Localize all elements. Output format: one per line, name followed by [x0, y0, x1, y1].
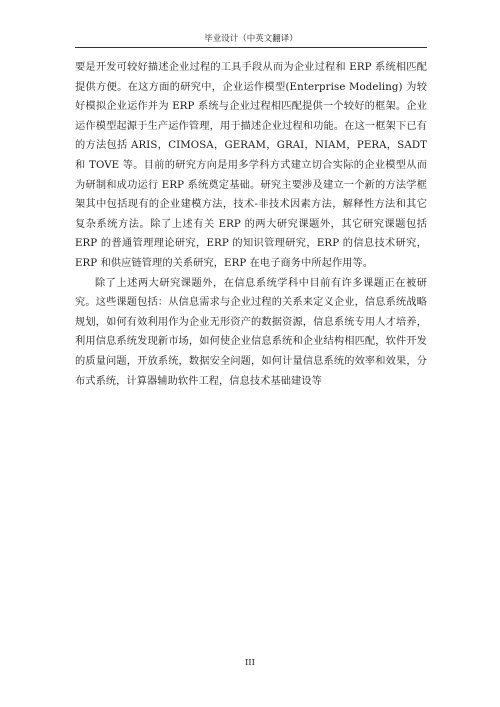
page-number: III	[244, 658, 256, 668]
page-header-title: 毕业设计（中英文翻译）	[204, 34, 298, 44]
paragraph-research-topics: 除了上述两大研究课题外，在信息系统学科中目前有许多课题正在被研究。这些课题包括：从信息需求与企业过程的关系来定义企业，信息系统战略规划，如何有效利用作为企业无形资产的数据资源，信息系统专用人才培养，利用信息系统发现新市场，如何使企业信息系统和企业结构相匹配，软件开发的质量问题，开放系统，数据安全问题，如何计量信息系统的效率和效果，分布式系统，计算器辅助软件工程，信息技术基础建设等	[75, 277, 427, 387]
document-body	[75, 58, 427, 391]
header-divider	[75, 47, 427, 48]
paragraph-continuation: 要是开发可较好描述企业过程的工具手段从而为企业过程和 ERP 系统相匹配提供方便。在这方面的研究中，企业运作模型(Enterprise Modeling) 为较好模拟企业运作并为 ERP 系统与企业过程相匹配提供一个较好的框架。企业运作模型起源于生产运作管理，用于描述企业过程和功能。在这一框架下已有的方法包括 ARIS，CIMOSA，GERAM，GRAI，NIAM，PERA，SADT 和 TOVE 等。目前的研究方向是用多学科方式建立切合实际的企业模型从而为研制和成功运行 ERP 系统奠定基础。研究主要涉及建立一个新的方法学框架其中包括现有的企业建模方法，技术-非技术因素方法，解释性方法和其它复杂系统方法。除了上述有关 ERP 的两大研究课题外，其它研究课题包括 ERP 的普通管理理论研究，ERP 的知识管理研究，ERP 的信息技术研究，ERP 和供应链管理的关系研究，ERP 在电子商务中所起作用等。	[75, 62, 427, 269]
